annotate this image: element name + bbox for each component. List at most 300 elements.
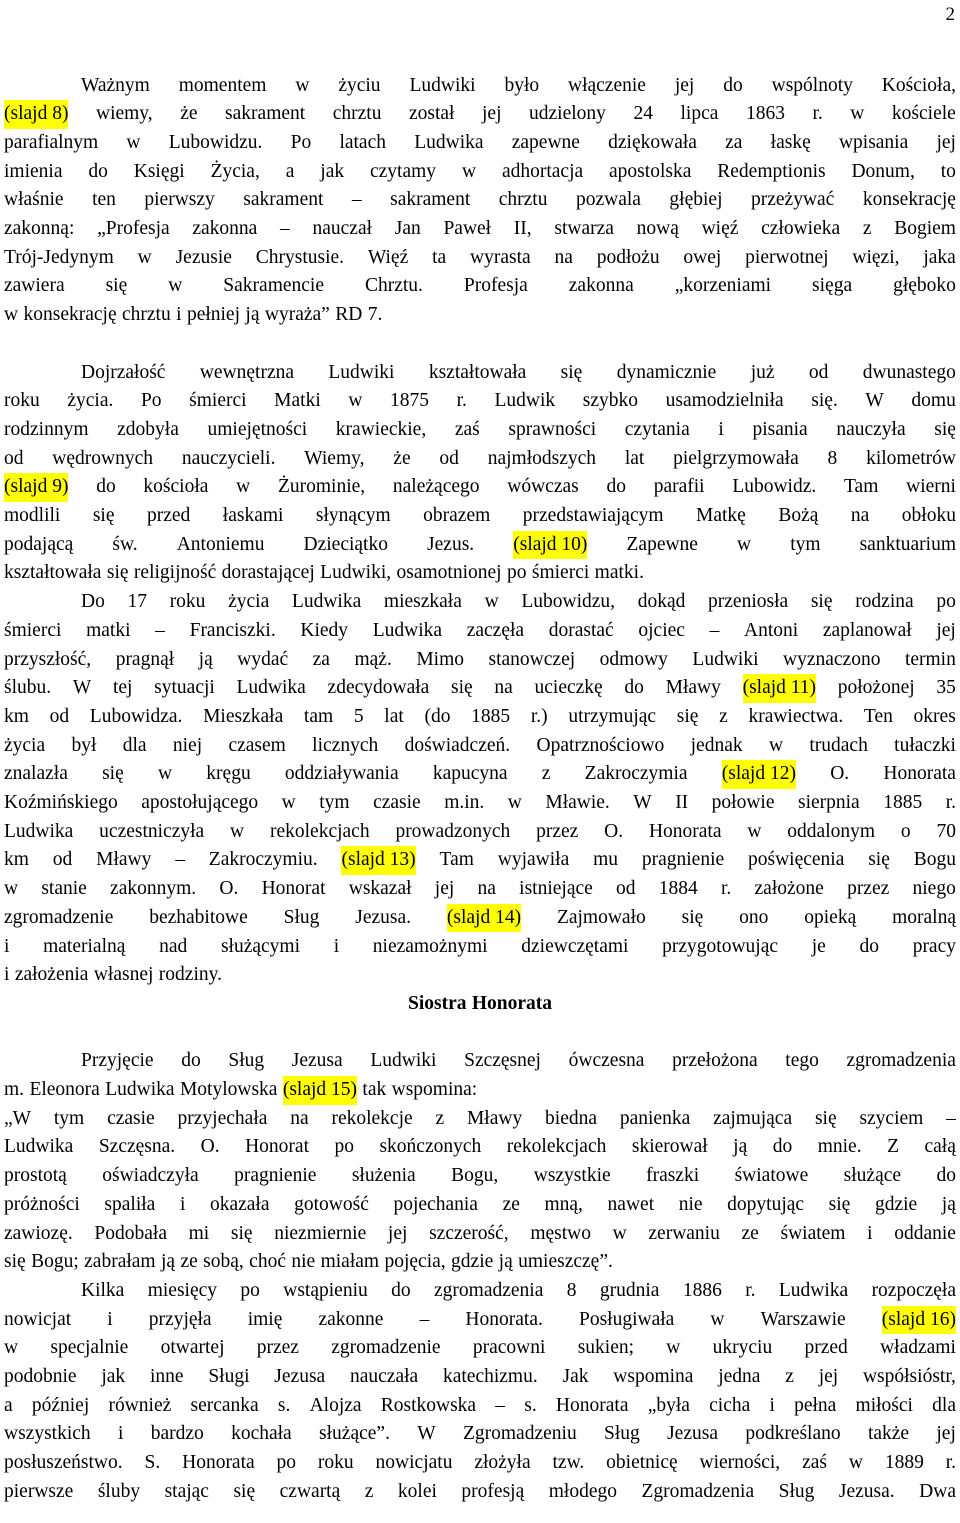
word: bardzo: [150, 1423, 204, 1445]
word: zakonne: [318, 1308, 384, 1330]
text-line: [4, 789, 956, 818]
word: kościoła: [143, 476, 209, 498]
word: służące: [843, 1165, 902, 1187]
word: Mławie.: [545, 792, 610, 813]
text-line: [4, 1133, 956, 1162]
word: z: [364, 1480, 374, 1502]
word: w: [348, 390, 363, 412]
word: 5: [353, 705, 364, 727]
word: ją: [498, 1251, 513, 1273]
word: wyjawiła: [497, 849, 570, 871]
word: Ludwiki: [409, 74, 476, 96]
word: Eleonora: [29, 1079, 100, 1100]
word: przyszłość,: [4, 648, 92, 670]
word: Motylowska: [179, 1079, 278, 1100]
word: się: [451, 677, 473, 699]
word: „W: [4, 1107, 32, 1129]
word: się: [105, 275, 128, 297]
word: Mławy: [96, 849, 152, 871]
word: r.): [530, 705, 548, 727]
word: Mimo: [416, 648, 465, 670]
word: życia: [4, 734, 46, 756]
word: w: [157, 763, 173, 785]
word: Dwa: [919, 1480, 956, 1502]
word: miesięcy: [147, 1279, 218, 1301]
text-line: [4, 215, 956, 244]
word: zgromadzenie: [4, 906, 114, 928]
word: –: [419, 1308, 430, 1330]
word: wierni: [906, 476, 956, 498]
word: skierował: [631, 1136, 708, 1158]
word: bezhabitowe: [149, 906, 248, 928]
word: Honorat: [245, 1136, 309, 1158]
word: służącymi: [220, 935, 300, 957]
text-line: [4, 244, 956, 273]
word: Antoni: [744, 619, 799, 641]
word: własnej: [93, 964, 154, 986]
text-line: [4, 1363, 956, 1392]
word: latach: [339, 131, 386, 153]
word: w: [4, 878, 19, 900]
word: zabrałam: [84, 1251, 156, 1273]
word: wyraża”: [264, 304, 330, 326]
word: złożyła: [474, 1452, 531, 1474]
word: wierności,: [699, 1452, 781, 1474]
word: ono: [739, 906, 769, 928]
word: założenia: [14, 964, 89, 986]
word: kilometrów: [866, 447, 956, 469]
word: sytuacji: [154, 677, 215, 699]
word: Ludwika: [414, 131, 484, 153]
word: dorastać: [548, 619, 614, 641]
word: w: [848, 1452, 863, 1474]
word: się: [828, 1193, 851, 1215]
word: uczestniczyła: [99, 820, 205, 842]
word: biedna: [545, 1107, 598, 1129]
word: jej: [434, 878, 455, 900]
word: W: [633, 792, 652, 813]
word: O.: [219, 878, 239, 900]
word: połowie: [711, 792, 775, 813]
word: dziewczętami: [521, 935, 629, 957]
word: śmierci: [531, 562, 590, 584]
word: usamodzielniła: [665, 390, 784, 412]
word: głębiej: [669, 189, 723, 211]
word: tego: [785, 1050, 819, 1072]
word: krawiectwa.: [748, 705, 844, 727]
word: Honorata: [555, 1394, 629, 1416]
word: pierwszy: [144, 189, 215, 211]
word: Honorata: [648, 820, 722, 842]
word: założone: [754, 878, 824, 900]
word: gdzie: [451, 1251, 494, 1273]
word: młodego: [548, 1480, 617, 1502]
word: prostotą: [4, 1165, 67, 1187]
word: Matki: [274, 390, 321, 412]
text-line: [4, 760, 956, 789]
text-line: [4, 1248, 956, 1277]
word: Po: [140, 390, 162, 412]
word: W: [865, 390, 884, 412]
word: Ludwika: [4, 820, 74, 842]
word: „Profesja: [97, 218, 170, 239]
word: do: [88, 160, 108, 182]
slide-reference-highlight: (slajd 12): [722, 760, 796, 789]
word: zgromadzenia: [434, 1279, 544, 1301]
word: właśnie: [4, 189, 64, 211]
word: Zapewne: [626, 533, 698, 555]
word: przed: [804, 1337, 848, 1359]
word: i: [107, 1308, 113, 1330]
word: do: [96, 476, 116, 498]
word: Zajmowało: [556, 906, 646, 928]
text-line: [4, 416, 956, 445]
word: Rostkowska: [380, 1394, 477, 1416]
word: przygotowując: [662, 935, 779, 957]
word: nauczyła: [836, 418, 906, 440]
word: adhortacja: [501, 160, 584, 182]
word: lipca: [680, 103, 719, 125]
word: ze: [180, 1251, 198, 1273]
word: wspomina:: [391, 1079, 478, 1100]
word: czasie: [107, 1107, 155, 1129]
word: szczerość,: [429, 1222, 509, 1244]
word: trudach: [809, 734, 868, 756]
word: ukryciu: [712, 1337, 773, 1359]
text-line: [4, 933, 956, 962]
word: Sług: [283, 906, 320, 928]
word: Trój-Jedynym: [4, 246, 114, 268]
word: domu: [911, 390, 956, 412]
word: śmierci: [189, 390, 247, 412]
word: mąż.: [354, 648, 392, 670]
word: wyrasta: [470, 246, 531, 268]
word: że: [180, 103, 198, 125]
word: W: [417, 1423, 436, 1445]
word: kształtowała: [4, 562, 102, 584]
word: stając: [164, 1480, 209, 1502]
word: odmowy: [599, 648, 668, 670]
word: tym: [319, 792, 350, 813]
slide-reference-highlight: (slajd 14): [447, 904, 521, 933]
word: a: [285, 160, 295, 182]
word: dorastającej: [221, 562, 315, 584]
word: życiu: [338, 74, 381, 96]
word: w: [4, 1337, 19, 1359]
word: przyjęła: [148, 1308, 212, 1330]
word: czytamy: [370, 160, 437, 182]
word: Ludwiki: [370, 1050, 437, 1072]
word: się: [681, 906, 704, 928]
word: Lubowidza.: [89, 705, 183, 727]
word: nauczycieli.: [181, 447, 276, 469]
word: Jak: [562, 1366, 589, 1387]
word: Honorata: [883, 763, 956, 785]
word: z: [785, 1366, 794, 1387]
word: lat: [384, 705, 404, 727]
word: się: [934, 418, 956, 440]
word: życia: [228, 591, 270, 613]
word: że: [393, 447, 411, 469]
word: mną,: [544, 1193, 583, 1215]
word: zaś: [802, 1452, 827, 1474]
word: w: [850, 103, 865, 125]
word: niej: [172, 734, 203, 756]
word: się: [810, 591, 833, 613]
word: Bożą: [778, 505, 819, 526]
word: –: [175, 849, 185, 871]
slide-reference-highlight: (slajd 8): [4, 100, 68, 129]
word: Ten: [863, 705, 893, 727]
text-line: [4, 301, 956, 330]
word: nauczała: [349, 1366, 419, 1387]
word: oddziaływania: [284, 763, 399, 785]
word: matki: [86, 619, 131, 641]
word: religijność: [133, 562, 217, 584]
word: sakrament: [390, 189, 471, 211]
word: wspomina: [613, 1366, 694, 1387]
word: zaplanował: [822, 619, 912, 641]
word: w: [612, 1222, 627, 1244]
word: głęboko: [893, 275, 956, 297]
heading-word: Siostra: [407, 992, 467, 1014]
word: o: [900, 820, 911, 842]
word: Franciszki.: [189, 619, 276, 641]
word: wstąpieniu: [283, 1279, 368, 1301]
word: przez: [256, 1337, 299, 1359]
word: pierwsze: [4, 1480, 74, 1502]
word: owej: [683, 246, 722, 268]
word: z: [719, 705, 728, 727]
page-number: 2: [945, 4, 955, 25]
word: kształtowała: [428, 361, 527, 383]
word: sukien;: [577, 1337, 635, 1359]
text-line: [4, 387, 956, 416]
word: przed: [146, 505, 191, 526]
word: zawiozę.: [4, 1222, 73, 1244]
word: osamotnionej: [396, 562, 502, 584]
word: pragnienie: [234, 1165, 317, 1187]
word: się: [233, 1480, 256, 1502]
word: stanowczej: [488, 648, 576, 670]
word: sprawności: [508, 418, 597, 440]
word: jedna: [718, 1366, 761, 1387]
word: –: [351, 189, 362, 211]
word: przełożona: [672, 1050, 758, 1072]
word: a: [4, 1394, 13, 1416]
slide-reference-highlight: (slajd 10): [513, 531, 587, 560]
word: Jan: [394, 218, 421, 239]
word: –: [709, 619, 720, 641]
word: Paweł: [443, 218, 492, 239]
word: –: [280, 218, 290, 239]
word: rodzina: [855, 591, 914, 613]
word: władzami: [880, 1337, 956, 1359]
word: Opatrznościowo: [536, 734, 665, 756]
word: w: [737, 533, 752, 555]
word: i: [867, 1222, 873, 1244]
word: posłuszeństwo.: [4, 1452, 123, 1474]
word: jej: [936, 619, 956, 641]
word: rekolekcjach: [269, 820, 370, 842]
word: po: [506, 562, 527, 584]
word: niezmiernie: [274, 1222, 367, 1244]
word: 70: [936, 820, 956, 842]
word: łaskami: [222, 505, 284, 526]
word: Alojza: [309, 1394, 362, 1416]
slide-reference-highlight: (slajd 15): [283, 1076, 357, 1105]
word: szyciem: [859, 1107, 924, 1129]
word: 1885: [471, 705, 511, 727]
word: zerwaniu: [648, 1222, 720, 1244]
word: człowieka: [761, 218, 841, 239]
word: jej: [936, 1423, 956, 1445]
text-line: [4, 1478, 956, 1507]
word: czytania: [624, 418, 690, 440]
word: 1875: [390, 390, 430, 412]
word: się: [560, 361, 583, 383]
word: Zakroczymiu.: [208, 849, 318, 871]
word: fraszki: [646, 1165, 700, 1187]
word: w: [484, 591, 499, 613]
word: na: [554, 246, 573, 268]
word: jak: [320, 160, 345, 182]
word: grudnia: [599, 1279, 660, 1301]
word: O.: [604, 820, 624, 842]
section-heading: [4, 990, 956, 1019]
word: kolei: [397, 1480, 437, 1502]
word: św.: [112, 533, 138, 555]
word: ją: [245, 304, 260, 326]
word: jej: [482, 103, 502, 125]
word: także: [867, 1423, 910, 1445]
word: Bogiem: [894, 218, 956, 239]
word: „korzeniami: [674, 275, 772, 297]
word: Sługi: [208, 1366, 250, 1387]
word: Ludwika: [778, 1279, 849, 1301]
text-line: [4, 100, 956, 129]
word: Honorata.: [465, 1308, 543, 1330]
word: –: [155, 619, 165, 641]
word: 1886: [682, 1279, 722, 1301]
word: jaka: [923, 246, 956, 268]
word: mnie.: [817, 1136, 862, 1158]
text-line: [4, 646, 956, 675]
word: ówczesna: [568, 1050, 645, 1072]
word: od: [52, 849, 73, 871]
word: r.: [945, 792, 956, 813]
word: służenia: [351, 1165, 416, 1187]
word: Dojrzałość: [81, 361, 166, 383]
word: się: [92, 505, 115, 526]
word: panienka: [619, 1107, 691, 1129]
word: sierpnia: [797, 792, 860, 813]
word: s.: [524, 1394, 537, 1416]
word: Jezusa.: [355, 906, 412, 928]
word: Jezusa: [274, 1366, 326, 1387]
text-line: [4, 473, 956, 502]
word: Ważnym: [81, 74, 150, 96]
word: przeniosła: [708, 591, 789, 613]
word: Posługiwała: [578, 1308, 675, 1330]
text-line: [81, 1047, 956, 1076]
word: od: [439, 447, 459, 469]
word: Ludwiki: [692, 648, 759, 670]
word: pojechania: [393, 1193, 478, 1215]
word: krawieckie,: [335, 418, 427, 440]
word: pisania: [752, 418, 808, 440]
word: Redemptionis: [717, 160, 826, 182]
word: rodziny.: [158, 964, 222, 986]
word: cicha: [709, 1394, 751, 1416]
text-line: [4, 1392, 956, 1421]
word: Jezus.: [427, 533, 475, 555]
word: Ludwika: [4, 1136, 74, 1158]
word: najmłodszych: [487, 447, 597, 469]
word: i: [176, 304, 182, 326]
word: się: [102, 763, 124, 785]
word: światem: [780, 1222, 846, 1244]
word: katechizmu.: [442, 1366, 538, 1387]
word: oddanie: [894, 1222, 956, 1244]
text-line: [4, 1334, 956, 1363]
word: łaskę: [770, 131, 811, 153]
word: ją: [733, 1136, 748, 1158]
word: Mieszkała: [203, 705, 284, 727]
word: wskazał: [348, 878, 412, 900]
word: 1863: [745, 103, 785, 125]
word: w: [507, 792, 522, 813]
word: „była: [647, 1394, 690, 1416]
word: pracy: [912, 935, 956, 957]
word: nie: [678, 1193, 703, 1215]
word: już: [750, 361, 775, 383]
word: tej: [112, 677, 133, 699]
word: w: [4, 304, 19, 326]
text-line: [4, 186, 956, 215]
word: Chrystusie.: [255, 246, 345, 268]
word: rekolekcjach: [506, 1136, 607, 1158]
word: podkreślano: [745, 1423, 841, 1445]
word: męstwo: [530, 1222, 591, 1244]
word: na: [494, 677, 513, 699]
text-line: [4, 129, 956, 158]
word: należącego: [392, 476, 480, 498]
word: Zgromadzeniu: [462, 1423, 577, 1445]
word: miałam: [320, 1251, 380, 1273]
word: się: [814, 1107, 837, 1129]
word: tam: [303, 705, 334, 727]
word: Zakroczymia: [584, 763, 688, 785]
word: konsekrację: [862, 189, 956, 211]
word: dopytując: [727, 1193, 805, 1215]
word: i: [179, 1193, 186, 1215]
word: pragnął: [115, 648, 175, 670]
word: obłoku: [901, 505, 956, 526]
word: położonej: [837, 677, 915, 699]
word: Profesja: [463, 275, 528, 297]
word: do: [391, 1279, 411, 1301]
word: kręgu: [206, 763, 251, 785]
text-line: [4, 846, 956, 875]
word: szybko: [582, 390, 639, 412]
word: poświęcenia: [747, 849, 845, 871]
word: gdzie: [874, 1193, 918, 1215]
word: 7.: [367, 304, 383, 326]
word: 35: [936, 677, 956, 699]
word: zapewne: [511, 131, 580, 153]
text-line: [4, 703, 956, 732]
